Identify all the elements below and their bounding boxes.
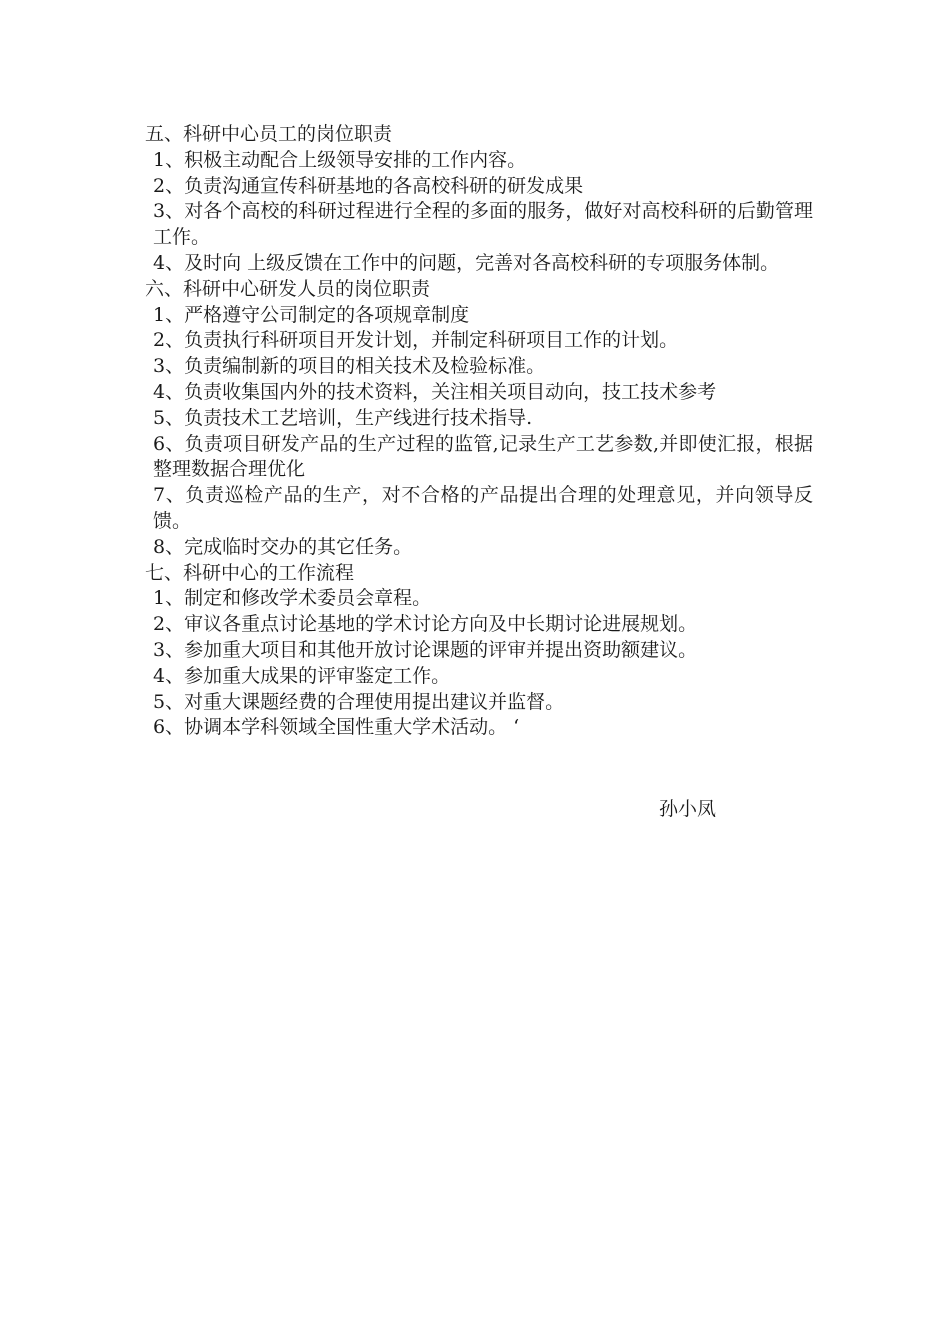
list-item: 6、协调本学科领域全国性重大学术活动。 ‘ [153, 716, 520, 739]
section-heading: 六、科研中心研发人员的岗位职责 [145, 277, 431, 300]
section-heading: 五、科研中心员工的岗位职责 [145, 123, 393, 145]
list-item: 4、及时向 上级反馈在工作中的问题，完善对各高校科研的专项服务体制。 [153, 251, 780, 274]
list-item: 1、严格遵守公司制定的各项规章制度 [153, 303, 470, 326]
list-item: 8、完成临时交办的其它任务。 [153, 535, 413, 558]
list-item: 6、负责项目研发产品的生产过程的监管,记录生产工艺参数,并即使汇报，根据整理数据合理优化 [153, 432, 813, 481]
section-workflow [145, 561, 813, 742]
list-item: 5、负责技术工艺培训，生产线进行技术指导. [153, 406, 533, 429]
signature-name: 孙小凤 [659, 798, 717, 820]
list-item: 4、参加重大成果的评审鉴定工作。 [153, 664, 451, 687]
list-item: 2、负责沟通宣传科研基地的各高校科研的研发成果 [153, 174, 584, 197]
list-item: 3、对各个高校的科研过程进行全程的多面的服务，做好对高校科研的后勤管理工作。 [153, 200, 813, 249]
list-item: 4、负责收集国内外的技术资料，关注相关项目动向，技工技术参考 [153, 380, 717, 403]
list-item: 7、负责巡检产品的生产，对不合格的产品提出合理的处理意见，并向领导反馈。 [153, 484, 813, 532]
section-post-duties-staff [145, 122, 813, 277]
list-item: 3、参加重大项目和其他开放讨论课题的评审并提出资助额建议。 [153, 638, 698, 661]
list-item: 1、制定和修改学术委员会章程。 [153, 587, 432, 610]
list-item: 5、对重大课题经费的合理使用提出建议并监督。 [153, 690, 565, 713]
list-item: 1、积极主动配合上级领导安排的工作内容。 [153, 148, 527, 171]
section-post-duties-rd [145, 277, 813, 561]
document-body [145, 122, 813, 741]
list-item: 3、负责编制新的项目的相关技术及检验标准。 [153, 355, 546, 378]
list-item: 2、审议各重点讨论基地的学术讨论方向及中长期讨论进展规划。 [153, 613, 698, 636]
list-item: 2、负责执行科研项目开发计划，并制定科研项目工作的计划。 [153, 329, 679, 352]
section-heading: 七、科研中心的工作流程 [145, 561, 355, 584]
